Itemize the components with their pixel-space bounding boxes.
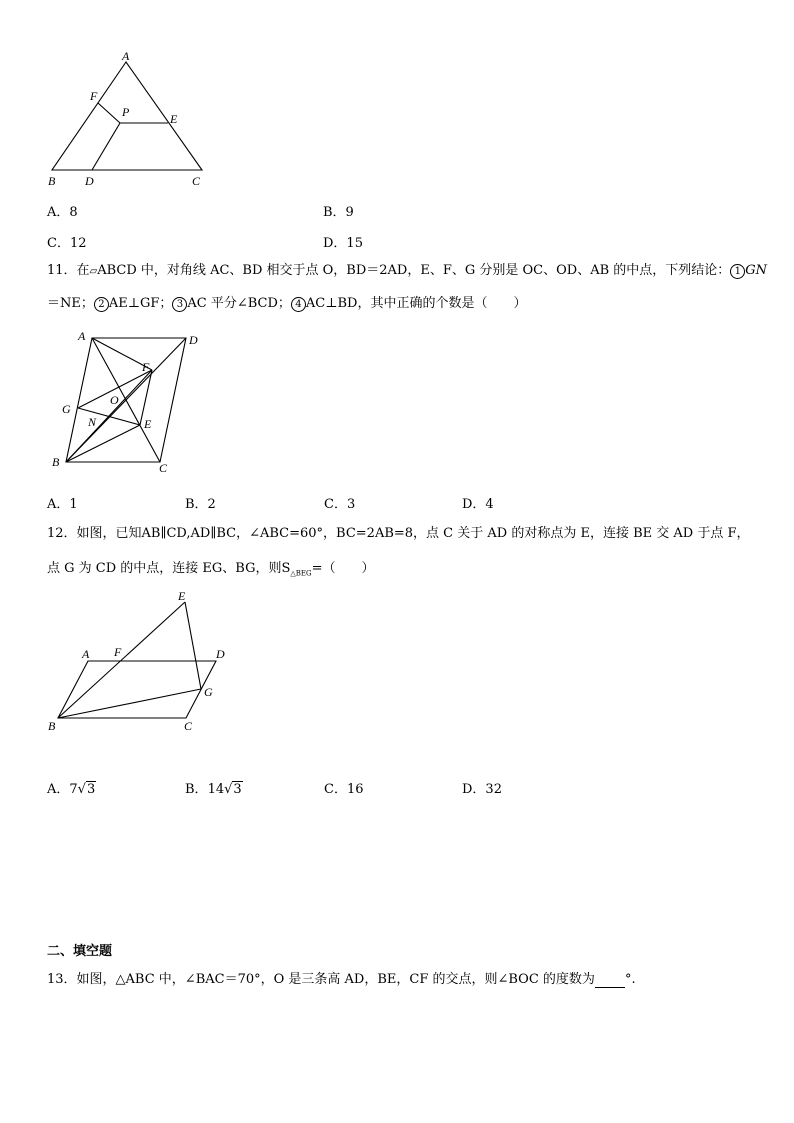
circled-number-2: 2: [94, 297, 109, 312]
parallelogram-symbol: ▱: [89, 266, 98, 277]
q12-option-d: D．32: [462, 782, 502, 797]
parallelogram-abcd: [58, 661, 216, 718]
label-f: F: [114, 645, 122, 659]
label-d: D: [189, 333, 198, 347]
label-g: G: [62, 402, 71, 416]
q11-option-a: A．1: [47, 497, 78, 512]
q12-option-c: C．16: [324, 782, 364, 797]
label-e: E: [170, 112, 178, 126]
segment-bf: [66, 370, 152, 462]
q10-option-b: B．9: [323, 205, 354, 220]
q11-figure: [48, 326, 218, 478]
q11-stem-c: AC 平分∠BCD；: [187, 296, 291, 311]
label-c: C: [192, 174, 201, 188]
q11-option-d: D．4: [462, 497, 494, 512]
label-f: F: [142, 360, 150, 374]
q13-stem-end: °.: [624, 972, 636, 987]
q11-stem-b: AE⊥GF；: [108, 296, 173, 311]
q10-option-d: D．15: [323, 236, 363, 251]
q11-number: 11．在: [47, 263, 90, 278]
q11-stem-d: AC⊥BD，其中正确的个数是（ ）: [305, 296, 527, 311]
sqrt-symbol: √3: [77, 782, 96, 797]
q11-stem: ABCD 中，对角线 AC、BD 相交于点 O，BD＝2AD，E、F、G 分别是 OC、OD、AB 的中点，下列结论：: [97, 263, 731, 278]
segment-be: [58, 602, 185, 718]
segment-bg: [58, 689, 201, 718]
label-b: B: [48, 719, 56, 733]
label-e: E: [178, 589, 186, 603]
q12-line1: 12．如图，已知AB∥CD,AD∥BC，∠ABC=60°，BC=2AB=8，点 C 关于 AD 的对称点为 E，连接 BE 交 AD 于点 F，: [47, 526, 750, 541]
q12-option-b: [185, 778, 243, 797]
segment-fp: [98, 103, 120, 123]
circled-number-1: 1: [730, 264, 745, 279]
segment-pd: [92, 123, 120, 170]
q10-option-c: C．12: [47, 236, 87, 251]
q12-option-a-coef: 7: [69, 782, 78, 797]
q12-option-b-coef: 14: [207, 782, 225, 797]
label-o: O: [110, 393, 119, 407]
q10-option-a: A．8: [47, 205, 78, 220]
q12-option-b-prefix: B．: [185, 782, 208, 797]
label-a: A: [122, 49, 130, 63]
label-b: B: [52, 455, 60, 469]
label-c: C: [159, 461, 168, 475]
q11-line2: [47, 296, 526, 312]
segment-be: [66, 425, 140, 462]
label-f: F: [90, 89, 98, 103]
q11-option-b: B．2: [185, 497, 216, 512]
label-p: P: [122, 105, 130, 119]
section-title: 二、填空题: [47, 944, 113, 959]
label-c: C: [184, 719, 193, 733]
q11-line1: [47, 263, 767, 280]
circled-number-3: 3: [172, 297, 187, 312]
label-g: G: [204, 685, 213, 699]
q10-figure: [40, 48, 220, 193]
segment-eg: [185, 602, 201, 689]
q12-figure: [42, 586, 242, 736]
q11-stem-end: GN: [745, 263, 768, 278]
q12-option-a-prefix: A．: [47, 782, 70, 797]
label-a: A: [82, 647, 90, 661]
label-a: A: [78, 329, 86, 343]
circled-number-4: 4: [291, 297, 306, 312]
label-n: N: [88, 415, 97, 429]
label-d: D: [85, 174, 94, 188]
q12-subscript: △BEG: [290, 569, 312, 578]
q13-stem: 13．如图，△ABC 中，∠BAC＝70°，O 是三条高 AD，BE，CF 的交点，则∠BOC 的度数为: [47, 972, 595, 987]
q11-option-c: C．3: [324, 497, 356, 512]
label-d: D: [216, 647, 225, 661]
sqrt-symbol: √3: [224, 782, 242, 797]
q12-stem: 点 G 为 CD 的中点，连接 EG、BG，则S: [47, 561, 291, 576]
q12-option-a: [47, 778, 96, 797]
q12-line2: [47, 561, 375, 582]
q12-stem-end: =（ ）: [311, 561, 375, 576]
q11-stem-a: ＝NE；: [47, 296, 94, 311]
q13-text: [47, 972, 636, 988]
label-b: B: [48, 174, 56, 188]
label-e: E: [144, 417, 152, 431]
q13-answer-blank[interactable]: [595, 975, 625, 988]
